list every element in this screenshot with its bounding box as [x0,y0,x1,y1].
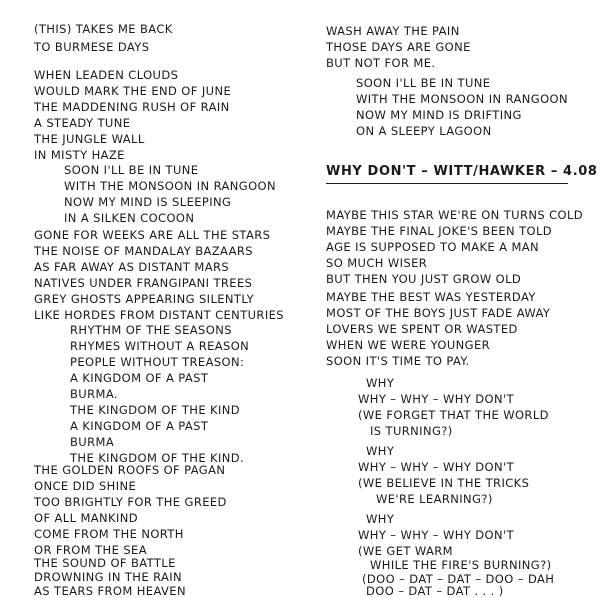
lyric-line: WOULD MARK THE END OF JUNE [34,84,232,98]
lyric-line: SOON I'LL BE IN TUNE [356,76,491,90]
lyric-line: TO BURMESE DAYS [34,40,150,54]
lyric-line: (WE GET WARM [358,544,453,558]
lyric-line: WHEN WE WERE YOUNGER [326,338,491,352]
lyric-line: THOSE DAYS ARE GONE [326,40,471,54]
lyric-line: WHY [366,444,395,458]
lyric-line: DROWNING IN THE RAIN [34,570,183,584]
title-underline [326,183,568,184]
lyric-line: ON A SLEEPY LAGOON [356,124,492,138]
lyric-line: SO MUCH WISER [326,256,428,270]
lyric-line: AS FAR AWAY AS DISTANT MARS [34,260,230,274]
lyric-line: WE'RE LEARNING?) [376,492,493,506]
lyric-line: WITH THE MONSOON IN RANGOON [356,92,568,106]
lyric-line: WASH AWAY THE PAIN [326,24,460,38]
lyric-line: TOO BRIGHTLY FOR THE GREED [34,495,227,509]
lyric-line: MAYBE THE FINAL JOKE'S BEEN TOLD [326,224,553,238]
lyric-line: DOO – DAT – DAT . . . ) [366,584,504,598]
lyric-line: GONE FOR WEEKS ARE ALL THE STARS [34,228,271,242]
lyric-line: THE GOLDEN ROOFS OF PAGAN [34,463,226,477]
lyric-line: WHY – WHY – WHY DON'T [358,528,515,542]
lyric-line: LOVERS WE SPENT OR WASTED [326,322,518,336]
lyric-line: AS TEARS FROM HEAVEN [34,584,186,598]
lyric-line: WHILE THE FIRE'S BURNING?) [370,558,552,572]
lyric-line: THE MADDENING RUSH OF RAIN [34,100,230,114]
lyric-line: BUT NOT FOR ME. [326,56,436,70]
lyric-line: NATIVES UNDER FRANGIPANI TREES [34,276,253,290]
lyric-line: MOST OF THE BOYS JUST FADE AWAY [326,306,551,320]
lyric-line: THE KINGDOM OF THE KIND [70,403,241,417]
lyric-line: WITH THE MONSOON IN RANGOON [64,179,276,193]
lyric-line: IS TURNING?) [370,424,453,438]
lyric-line: GREY GHOSTS APPEARING SILENTLY [34,292,255,306]
lyric-line: LIKE HORDES FROM DISTANT CENTURIES [34,308,284,322]
lyric-line: (DOO – DAT – DAT – DOO – DAH [362,572,555,586]
lyric-line: A STEADY TUNE [34,116,131,130]
lyric-line: COME FROM THE NORTH [34,527,184,541]
lyric-line: A KINGDOM OF A PAST [70,371,209,385]
lyric-line: THE NOISE OF MANDALAY BAZAARS [34,244,253,258]
lyric-line: (WE BELIEVE IN THE TRICKS [358,476,530,490]
lyric-line: NOW MY MIND IS SLEEPING [64,195,232,209]
lyric-line: WHY – WHY – WHY DON'T [358,460,515,474]
lyric-line: IN MISTY HAZE [34,148,125,162]
lyric-line: IN A SILKEN COCOON [64,211,195,225]
lyric-line: THE JUNGLE WALL [34,132,145,146]
lyric-line: AGE IS SUPPOSED TO MAKE A MAN [326,240,540,254]
lyric-line: (WE FORGET THAT THE WORLD [358,408,549,422]
lyric-line: OF ALL MANKIND [34,511,139,525]
lyric-line: WHY [366,512,395,526]
lyric-line: BUT THEN YOU JUST GROW OLD [326,272,522,286]
lyric-line: WHY [366,376,395,390]
lyric-line: THE KINGDOM OF THE KIND. [70,451,245,465]
lyric-line: NOW MY MIND IS DRIFTING [356,108,522,122]
lyric-line: SOON I'LL BE IN TUNE [64,163,199,177]
lyric-line: MAYBE THE BEST WAS YESTERDAY [326,290,536,304]
lyric-line: BURMA [70,435,115,449]
lyric-line: WHEN LEADEN CLOUDS [34,68,179,82]
song-title: WHY DON'T – WITT/HAWKER – 4.08 [326,164,598,179]
lyric-line: (THIS) TAKES ME BACK [34,22,173,36]
lyric-line: RHYTHM OF THE SEASONS [70,323,232,337]
lyric-line: OR FROM THE SEA [34,543,147,557]
lyric-line: RHYMES WITHOUT A REASON [70,339,250,353]
lyric-line: BURMA. [70,387,118,401]
lyric-line: WHY – WHY – WHY DON'T [358,392,515,406]
lyric-line: SOON IT'S TIME TO PAY. [326,354,470,368]
lyric-line: PEOPLE WITHOUT TREASON: [70,355,245,369]
lyric-line: THE SOUND OF BATTLE [34,556,176,570]
lyric-line: MAYBE THIS STAR WE'RE ON TURNS COLD [326,208,584,222]
lyric-line: A KINGDOM OF A PAST [70,419,209,433]
lyric-line: ONCE DID SHINE [34,479,137,493]
